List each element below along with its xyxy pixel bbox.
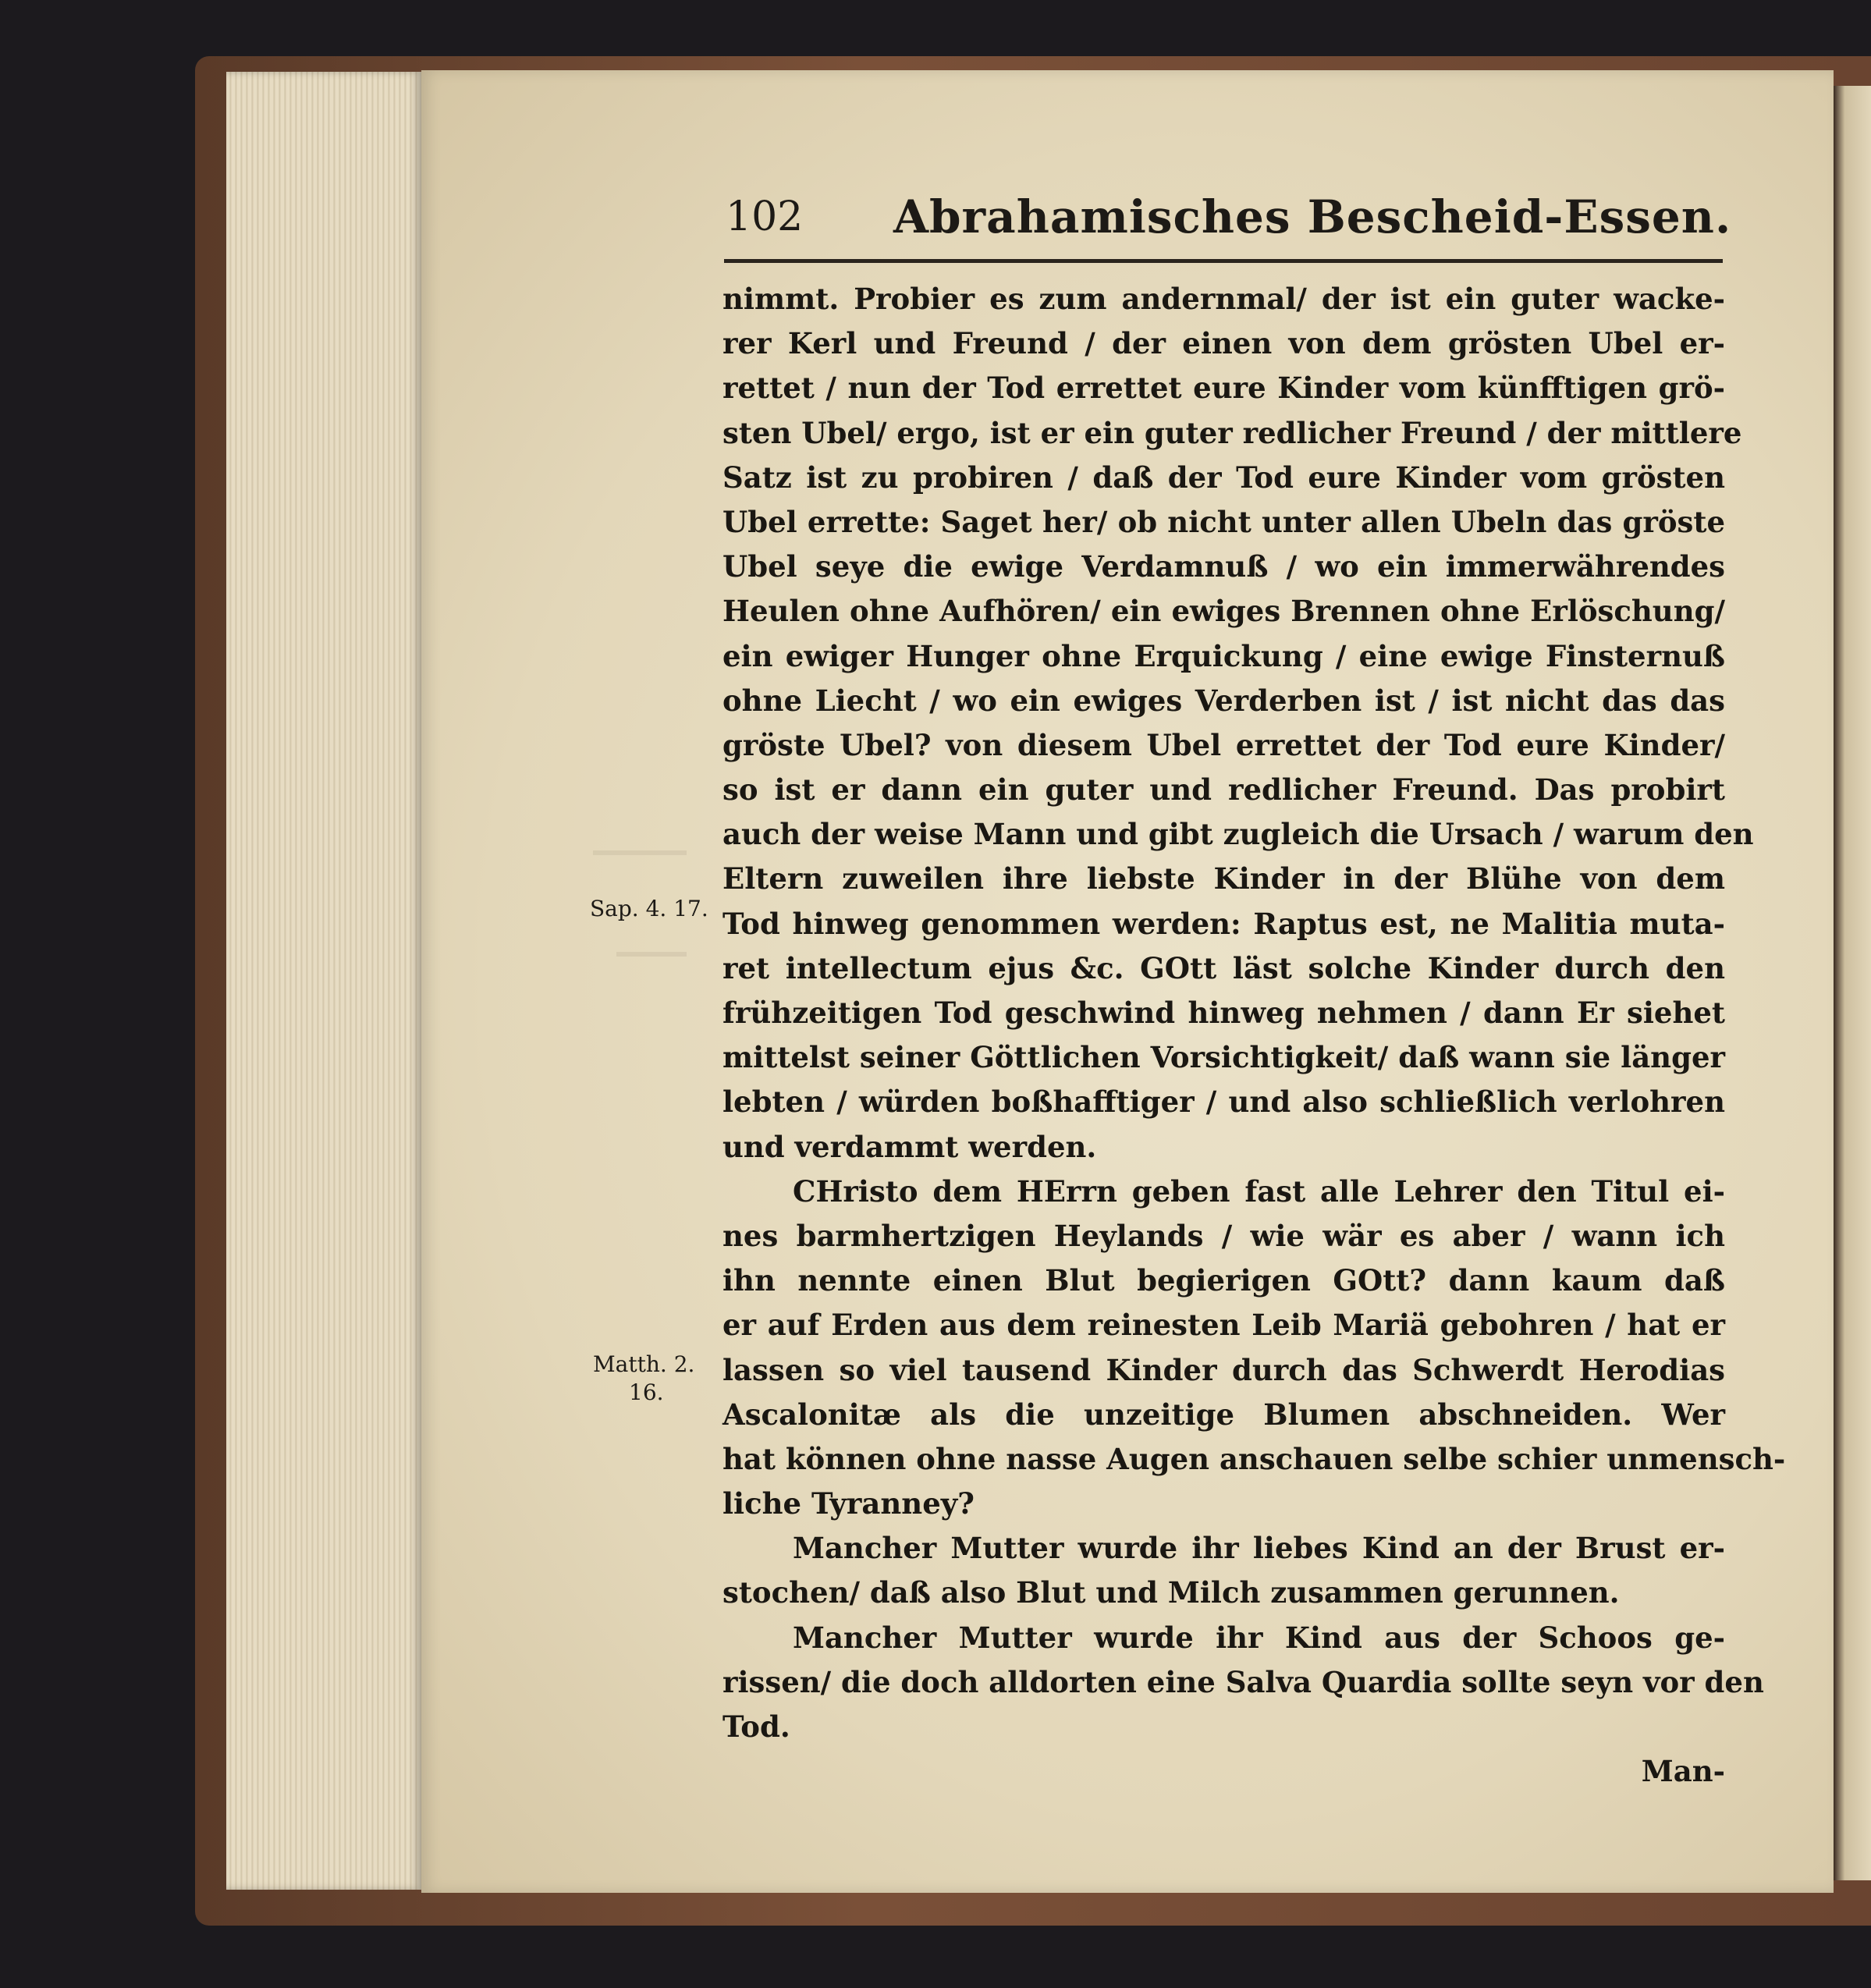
body-text — [722, 277, 1786, 1794]
text-line: Satz ist zu probiren / daß der Tod eure Kinder vom grösten — [722, 460, 1725, 495]
catchword: Man- — [1641, 1754, 1725, 1789]
text-line: auch der weise Mann und gibt zugleich die Ursach / warum den — [722, 817, 1754, 852]
text-line: ihn nennte einen Blut begierigen GOtt? dann kaum daß — [722, 1263, 1725, 1298]
show-through-mark — [593, 850, 687, 855]
text-line: rettet / nun der Tod errettet eure Kinder vom künfftigen grö- — [722, 371, 1725, 406]
facing-page-edge — [1834, 86, 1871, 1880]
text-line: ohne Liecht / wo ein ewiges Verderben ist / ist nicht das das — [722, 683, 1725, 718]
text-line: Mancher Mutter wurde ihr liebes Kind an der Brust er- — [793, 1531, 1725, 1566]
text-line: lebten / würden boßhafftiger / und also schließlich verlohren — [722, 1085, 1725, 1120]
text-line: stochen/ daß also Blut und Milch zusammen gerunnen. — [722, 1575, 1620, 1610]
text-line: so ist er dann ein guter und redlicher Freund. Das probirt — [722, 772, 1725, 808]
text-line: Eltern zuweilen ihre liebste Kinder in der Blühe von dem — [722, 861, 1725, 896]
text-line: Mancher Mutter wurde ihr Kind aus der Schoos ge- — [793, 1620, 1725, 1655]
text-line: rissen/ die doch alldorten eine Salva Quardia sollte seyn vor den — [722, 1664, 1764, 1699]
margin-note-matth-verse: 16. — [629, 1379, 664, 1405]
running-title: Abrahamisches Bescheid-Essen. — [893, 190, 1732, 243]
text-line: Ubel seye die ewige Verdamnuß / wo ein immerwährendes — [722, 549, 1725, 584]
show-through-mark — [616, 952, 687, 957]
text-line: Ubel errette: Saget her/ ob nicht unter allen Ubeln das gröste — [722, 504, 1725, 539]
text-line: mittelst seiner Göttlichen Vorsichtigkeit/ daß wann sie länger — [722, 1040, 1725, 1075]
text-line: er auf Erden aus dem reinesten Leib Mariä gebohren / hat er — [722, 1308, 1725, 1343]
text-line: ret intellectum ejus &c. GOtt läst solche Kinder durch den — [722, 950, 1725, 985]
text-line: gröste Ubel? von diesem Ubel errettet der Tod eure Kinder/ — [722, 727, 1725, 762]
text-line: Tod hinweg genommen werden: Raptus est, ne Malitia muta- — [722, 906, 1725, 941]
page-number: 102 — [726, 193, 804, 240]
text-line: und verdammt werden. — [722, 1129, 1097, 1164]
text-line: hat können ohne nasse Augen anschauen selbe schier unmensch- — [722, 1441, 1786, 1476]
text-line: rer Kerl und Freund / der einen von dem grösten Ubel er- — [722, 326, 1725, 361]
text-line: CHristo dem HErrn geben fast alle Lehrer den Titul ei- — [793, 1173, 1725, 1209]
text-line: Ascalonitæ als die unzeitige Blumen abschneiden. Wer — [722, 1397, 1725, 1432]
text-line: frühzeitigen Tod geschwind hinweg nehmen / dann Er siehet — [722, 996, 1725, 1030]
text-line: Tod. — [722, 1709, 790, 1744]
text-line: ein ewiger Hunger ohne Erquickung / eine ewige Finsternuß — [722, 638, 1725, 673]
text-line: lassen so viel tausend Kinder durch das Schwerdt Herodias — [722, 1352, 1725, 1387]
margin-note-matth: Matth. 2. — [593, 1351, 695, 1377]
text-line: nes barmhertzigen Heylands / wie wär es aber / wann ich — [722, 1218, 1725, 1253]
margin-note-sap: Sap. 4. 17. — [590, 896, 708, 921]
header-rule — [724, 259, 1723, 263]
text-line: nimmt. Probier es zum andernmal/ der ist ein guter wacke- — [722, 282, 1725, 316]
text-line: sten Ubel/ ergo, ist er ein guter redlicher Freund / der mittlere — [722, 415, 1742, 450]
page-edges — [226, 72, 421, 1890]
text-line: liche Tyranney? — [722, 1486, 975, 1521]
running-header — [726, 187, 1740, 257]
text-line: Heulen ohne Aufhören/ ein ewiges Brennen ohne Erlöschung/ — [722, 594, 1725, 629]
